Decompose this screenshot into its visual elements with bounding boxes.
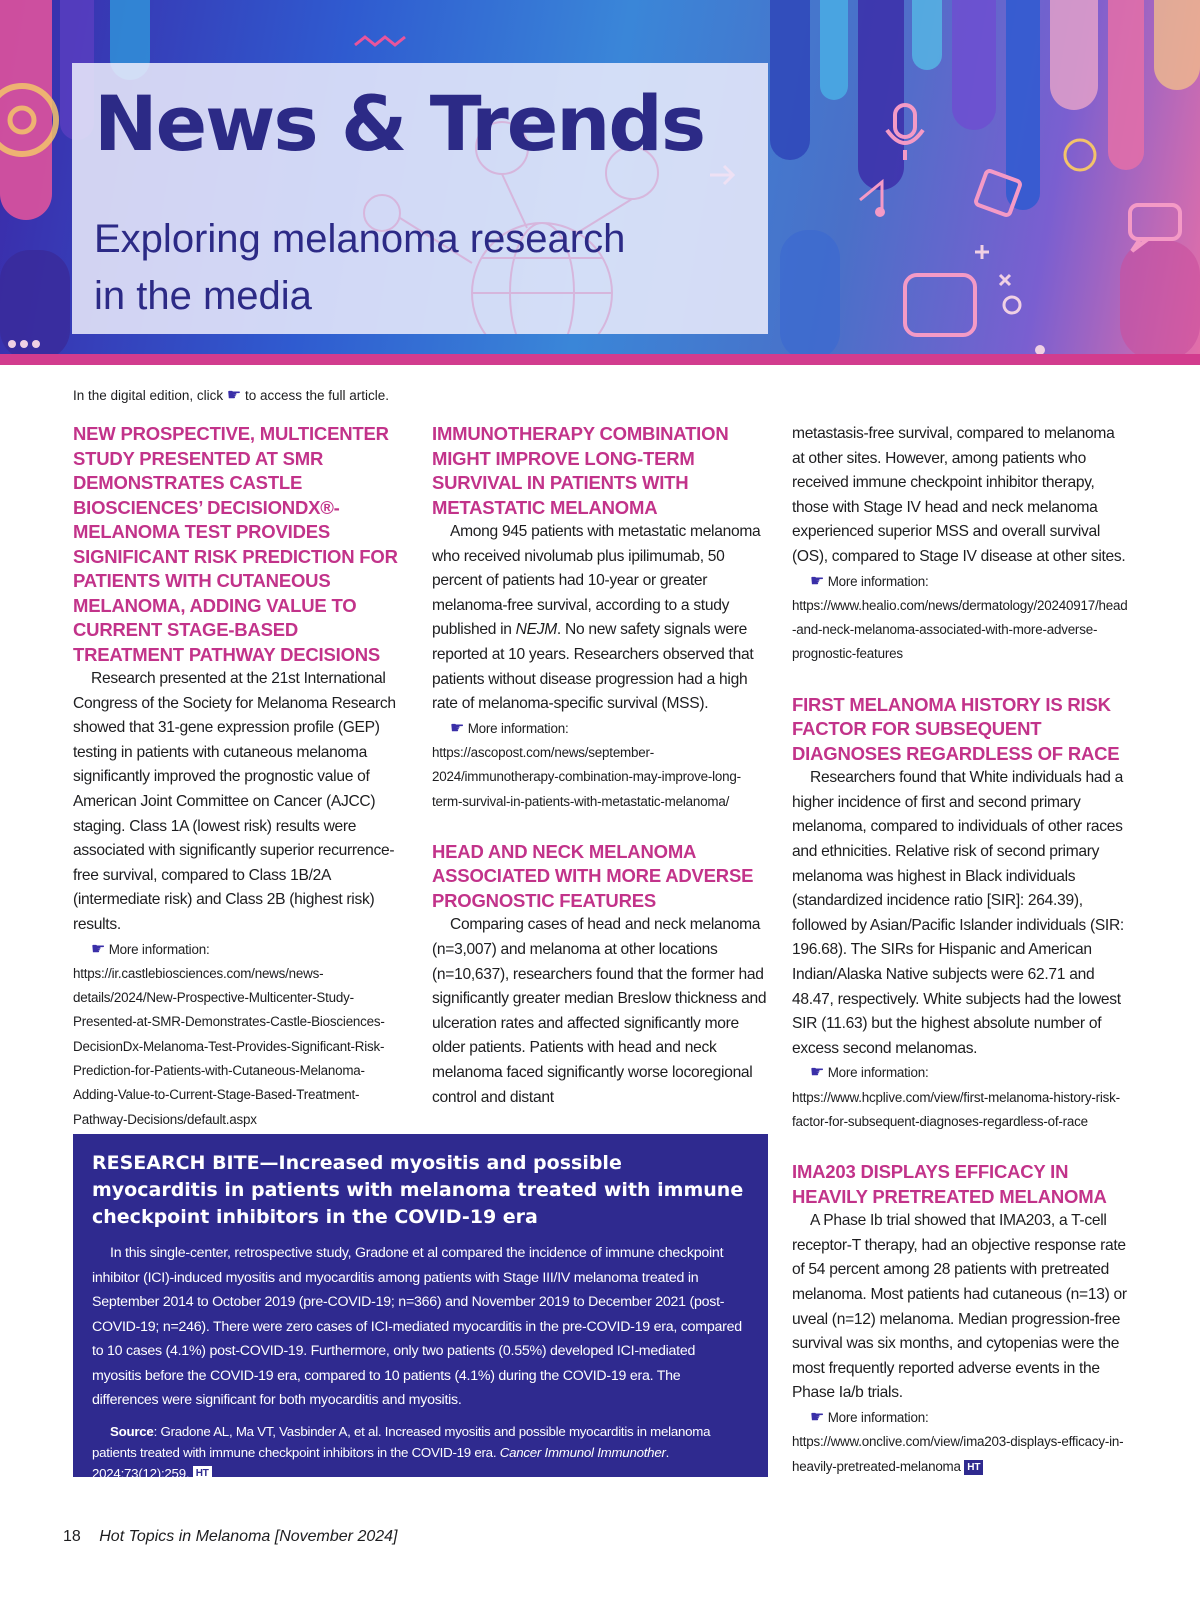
research-bite-title: RESEARCH BITE—Increased myositis and possible myocarditis in patients with melanoma treated with immune checkpoint inhibitors in the COVID-19 era bbox=[92, 1152, 744, 1228]
pointing-hand-icon: ☛ bbox=[91, 940, 106, 958]
article-3-body-part1: Comparing cases of head and neck melanoma (n=3,007) and melanoma at other locations (n=10,637), researchers found that the former had significantly greater median Breslow thickness and ulceration rates and affected significantly more older patients. Patients with head and neck melanoma faced significantly worse locoregional control and distant bbox=[432, 916, 767, 1106]
page-number: 18 bbox=[63, 1528, 81, 1545]
article-2-body-start: Among 945 patients with metastatic melanoma who received nivolumab plus ipilimumab, 50 percent of patients had 10-year or greater melanoma-free survival, according to a study published in bbox=[432, 523, 761, 639]
title-panel bbox=[72, 63, 768, 334]
pointing-hand-icon: ☛ bbox=[810, 1409, 825, 1427]
publication-name: Hot Topics in Melanoma [November 2024] bbox=[99, 1528, 398, 1545]
article-3-more-info[interactable] bbox=[792, 570, 1128, 667]
article-3-link[interactable]: More information: https://www.healio.com/news/dermatology/20240917/head-and-neck-melanoma-associated-with-more-adverse-prognostic-features bbox=[792, 573, 1128, 662]
article-5-link[interactable]: More information: https://www.onclive.com/view/ima203-displays-efficacy-in-heavily-pretreated-melanoma bbox=[792, 1410, 1124, 1474]
article-3-body-part2: metastasis-free survival, compared to melanoma at other sites. However, among patients who received immune checkpoint inhibitor therapy, those with Stage IV head and neck melanoma experienced superior MSS and overall survival (OS), compared to Stage IV disease at other sites. bbox=[792, 425, 1126, 565]
page-footer bbox=[63, 1528, 397, 1546]
ht-end-badge: HT bbox=[964, 1460, 983, 1475]
article-2-body-end: . No new safety signals were reported at 10 years. Researchers observed that patients without disease progression had a high rate of melanoma-specific survival (MSS). bbox=[432, 621, 754, 713]
page-title: News & Trends bbox=[94, 79, 705, 168]
article-4-headline: FIRST MELANOMA HISTORY IS RISK FACTOR FOR SUBSEQUENT DIAGNOSES REGARDLESS OF RACE bbox=[792, 693, 1120, 764]
pointing-hand-icon: ☛ bbox=[810, 572, 825, 590]
article-1-link[interactable]: More information: https://ir.castlebiosciences.com/news/news-details/2024/New-Prospective-Multicenter-Study-Presented-at-SMR-Demonstrates-Castle-Biosciences-DecisionDx-Melanoma-Test-Provides-Significant-Risk-Prediction-for-Patients-with-Cutaneous-Melanoma-Adding-Value-to-Current-Stage-Based-Treatment-Pathway-Decisions/default.aspx bbox=[73, 941, 385, 1127]
article-5-body: A Phase Ib trial showed that IMA203, a T-cell receptor-T therapy, had an objective response rate of 54 percent among 28 patients with pretreated melanoma. Most patients had cutaneous (n=13) or uveal (n=12) melanoma. Median progression-free survival was six months, and cytopenias were the most frequently reported adverse events in the Phase Ia/b trials. bbox=[792, 1212, 1127, 1402]
research-bite-box bbox=[73, 1134, 768, 1481]
article-2-more-info[interactable] bbox=[432, 717, 768, 814]
pointing-hand-icon: ☛ bbox=[226, 387, 242, 404]
source-citation: : Gradone AL, Ma VT, Vasbinder A, et al. Increased myositis and possible myocarditis in melanoma patients treated with immune checkpoint inhibitors in the COVID-19 era. bbox=[92, 1423, 711, 1460]
article-1-headline: NEW PROSPECTIVE, MULTICENTER STUDY PRESENTED AT SMR DEMONSTRATES CASTLE BIOSCIENCES’ DECISIONDX®-MELANOMA TEST PROVIDES SIGNIFICANT RISK PREDICTION FOR PATIENTS WITH CUTANEOUS MELANOMA, ADDING VALUE TO CURRENT STAGE-BASED TREATMENT PATHWAY DECISIONS bbox=[73, 423, 398, 665]
header-banner bbox=[0, 0, 1200, 365]
journal-name: NEJM bbox=[515, 621, 557, 639]
ht-end-badge: HT bbox=[193, 1466, 212, 1481]
article-2-body bbox=[432, 520, 768, 717]
research-bite-body: In this single-center, retrospective study, Gradone et al compared the incidence of immune checkpoint inhibitor (ICI)-induced myositis and myocarditis among patients with Stage III/IV melanoma treated in September 2014 to October 2019 (pre-COVID-19; n=366) and November 2019 to December 2021 (post-COVID-19; n=246). There were zero cases of ICI-mediated myocarditis in the pre-COVID-19 era, compared to 10 cases (4.1%) post-COVID-19. Furthermore, only two patients (0.55%) developed ICI-mediated myositis before the COVID-19 era, compared to 10 patients (4.1%) during the COVID-19 era. The differences were significant for both myocarditis and myositis. bbox=[92, 1245, 742, 1408]
intro-note-after: to access the full article. bbox=[244, 388, 390, 403]
article-4-body: Researchers found that White individuals had a higher incidence of first and second primary melanoma, compared to individuals of other races and ethnicities. Relative risk of second primary melanoma was highest in Black individuals (standardized incidence ratio [SIR]: 264.39), followed by Asian/Pacific Islander individuals (SIR: 196.68). The SIRs for Hispanic and American Indian/Alaska Native subjects were 62.71 and 48.47, respectively. White subjects had the lowest SIR (11.63) but the highest absolute number of excess second melanomas. bbox=[792, 769, 1124, 1057]
column-2 bbox=[432, 422, 768, 1110]
pointing-hand-icon: ☛ bbox=[450, 719, 465, 737]
article-5-headline: IMA203 DISPLAYS EFFICACY IN HEAVILY PRETREATED MELANOMA bbox=[792, 1161, 1107, 1207]
article-1-body: Research presented at the 21st International Congress of the Society for Melanoma Research showed that 31-gene expression profile (GEP) testing in patients with cutaneous melanoma significantly improved the prognostic value of American Joint Committee on Cancer (AJCC) staging. Class 1A (lowest risk) results were associated with significantly superior recurrence-free survival, compared to Class 1B/2A (intermediate risk) and Class 2B (highest risk) results. bbox=[73, 670, 396, 933]
source-journal: Cancer Immunol Immunother bbox=[499, 1444, 666, 1460]
article-2-link[interactable]: More information: https://ascopost.com/news/september-2024/immunotherapy-combination-may-improve-long-term-survival-in-patients-with-metastatic-melanoma/ bbox=[432, 720, 741, 809]
intro-note-before: In the digital edition, click bbox=[73, 388, 224, 403]
banner-stripe bbox=[0, 354, 1200, 365]
digital-edition-note bbox=[73, 385, 389, 405]
article-3-headline: HEAD AND NECK MELANOMA ASSOCIATED WITH MORE ADVERSE PROGNOSTIC FEATURES bbox=[432, 840, 754, 911]
article-5-more-info[interactable] bbox=[792, 1406, 1128, 1479]
article-1-more-info[interactable] bbox=[73, 938, 408, 1132]
pointing-hand-icon: ☛ bbox=[810, 1064, 825, 1082]
column-3 bbox=[792, 422, 1128, 1479]
source-citation-end: . 2024;73(12):259. bbox=[92, 1444, 670, 1481]
source-label: Source bbox=[110, 1423, 154, 1439]
column-1 bbox=[73, 422, 408, 1132]
page-subtitle: Exploring melanoma research in the media bbox=[94, 217, 626, 318]
research-bite-source bbox=[92, 1421, 748, 1484]
article-4-more-info[interactable] bbox=[792, 1061, 1128, 1134]
article-4-link[interactable]: More information: https://www.hcplive.com/view/first-melanoma-history-risk-factor-for-subsequent-diagnoses-regardless-of-race bbox=[792, 1065, 1120, 1129]
article-2-headline: IMMUNOTHERAPY COMBINATION MIGHT IMPROVE LONG-TERM SURVIVAL IN PATIENTS WITH METASTATIC MELANOMA bbox=[432, 423, 729, 518]
